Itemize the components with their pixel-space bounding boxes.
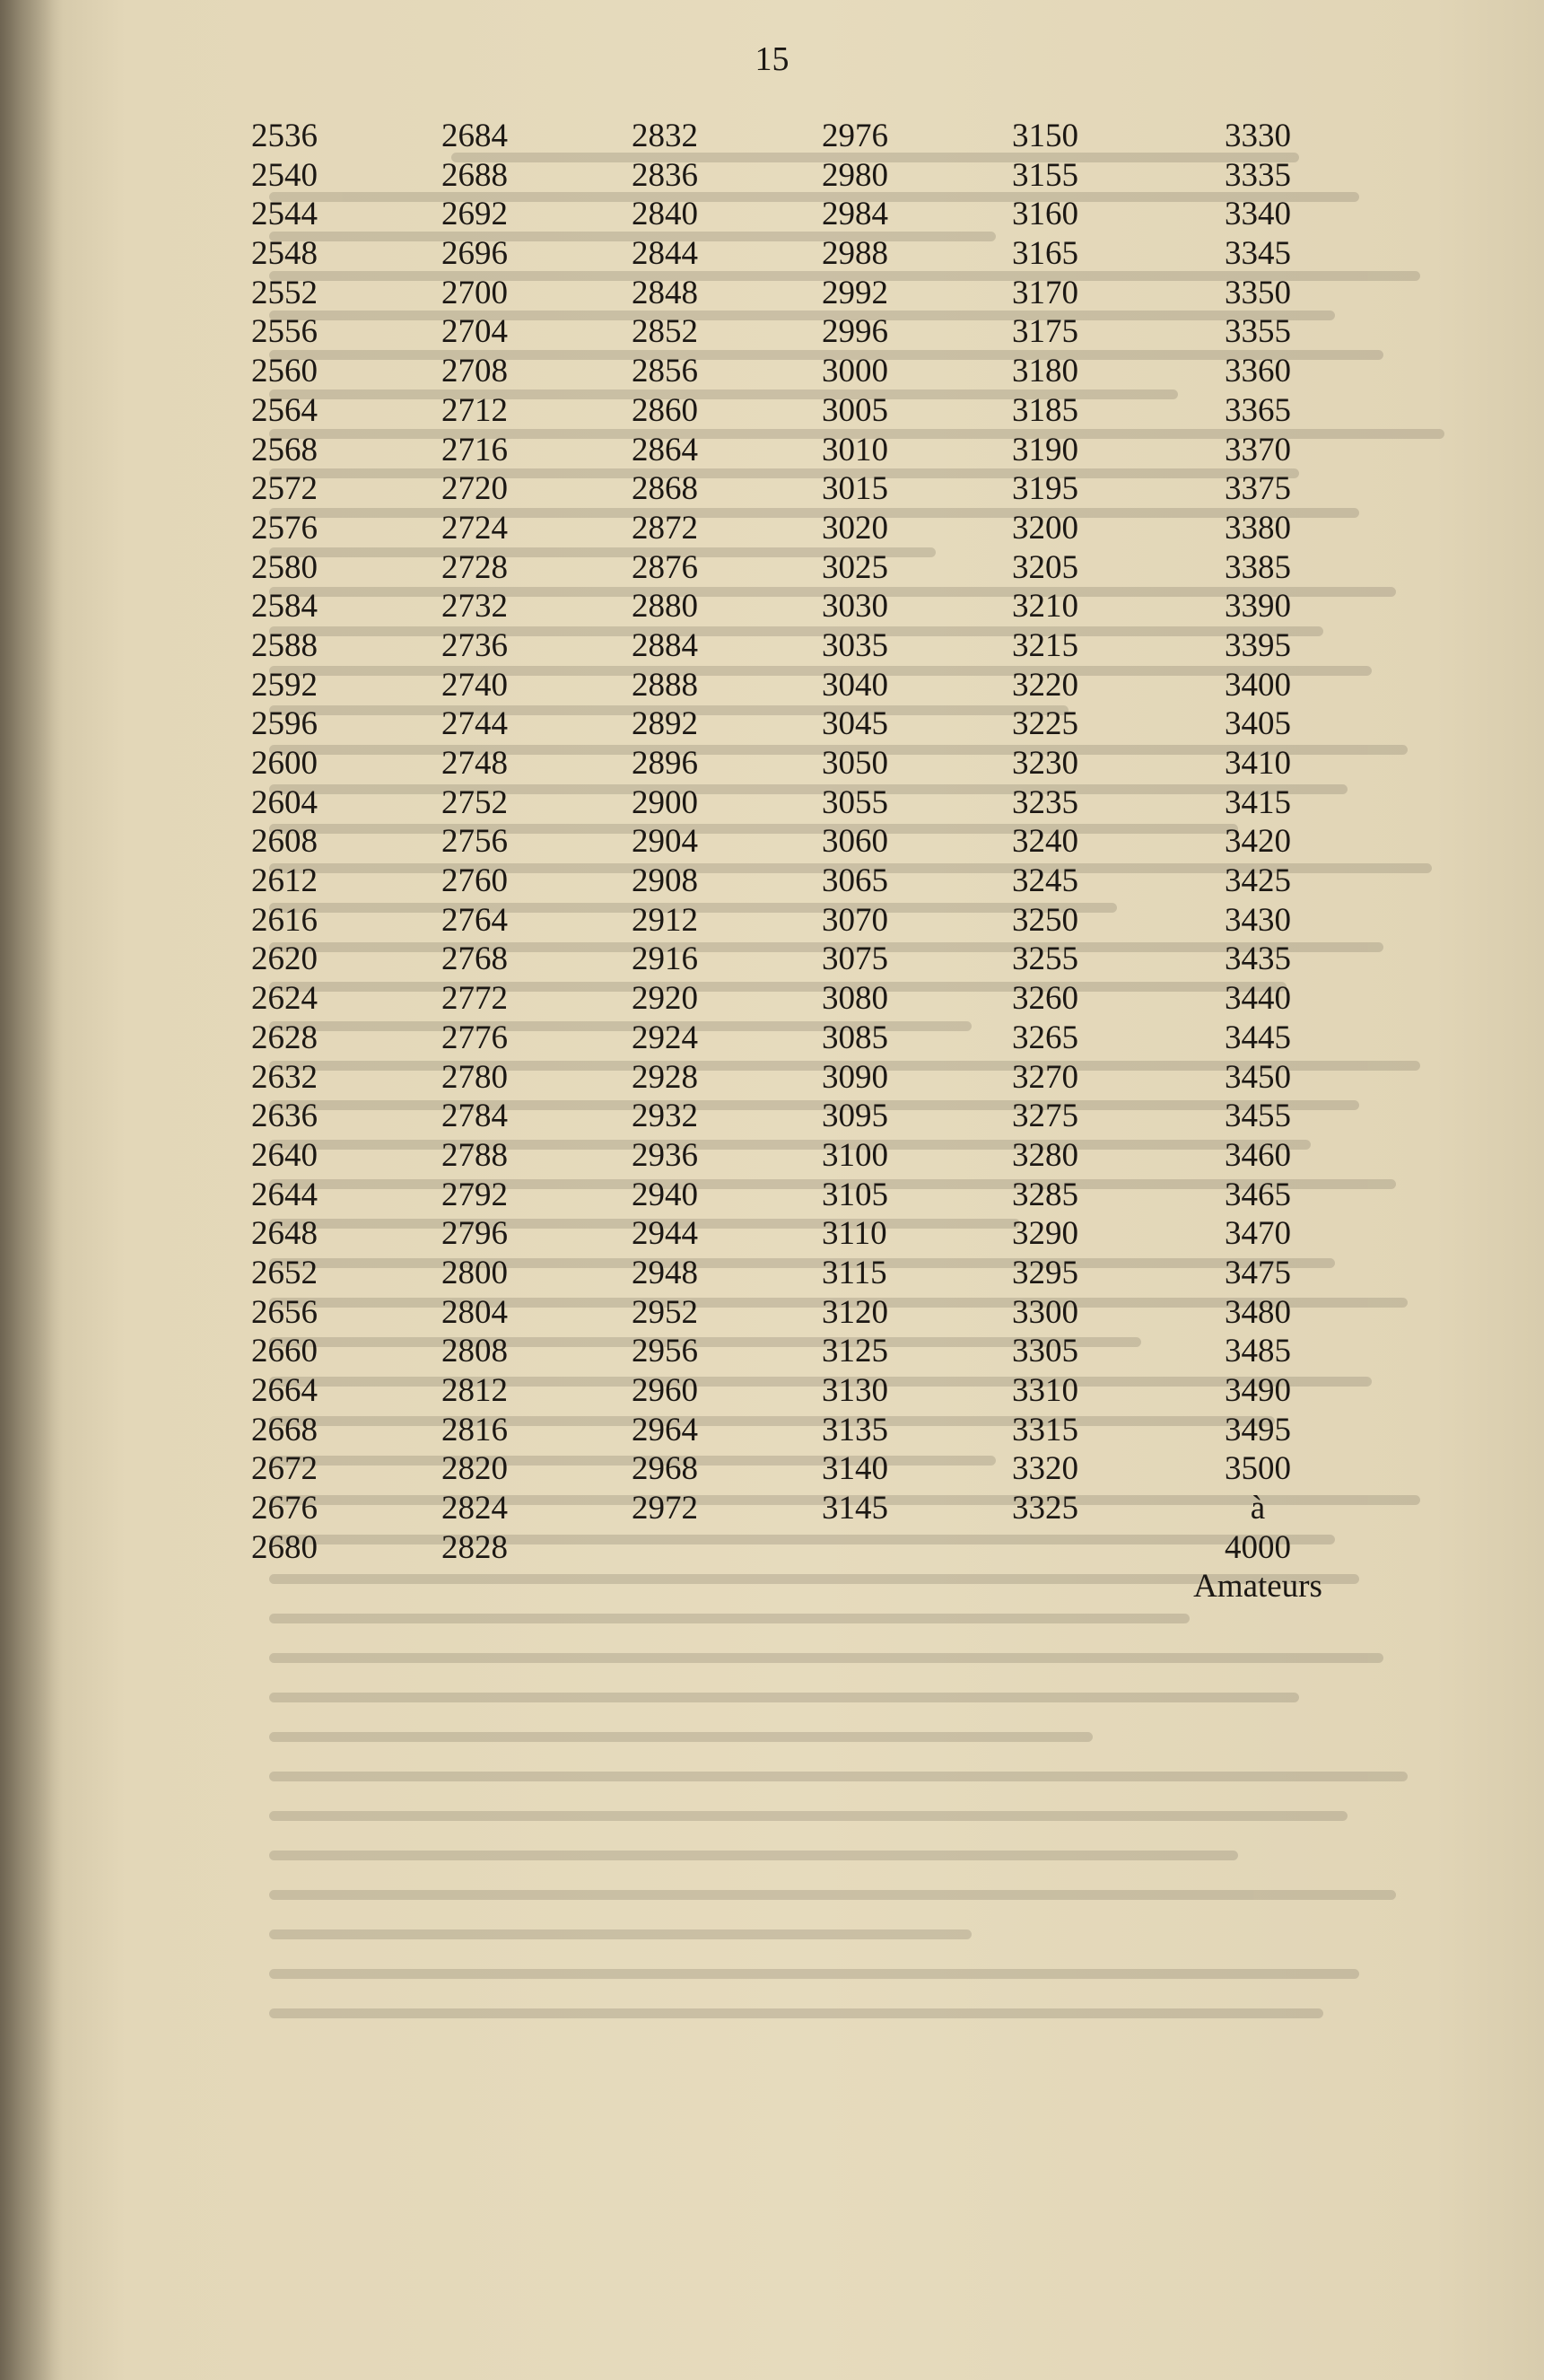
table-cell: 3315: [1012, 1411, 1078, 1448]
table-cell: 3015: [822, 470, 888, 508]
table-cell: 2680: [251, 1528, 318, 1566]
table-cell: 2808: [441, 1333, 508, 1370]
table-cell: 3500: [1225, 1450, 1291, 1488]
table-cell: 3285: [1012, 1176, 1078, 1213]
frequency-table: [251, 117, 1355, 1606]
table-cell: 2996: [822, 313, 888, 351]
table-cell: 2844: [632, 235, 698, 273]
table-cell: 2916: [632, 941, 698, 978]
table-cell: 2948: [632, 1254, 698, 1291]
table-cell: 3225: [1012, 705, 1078, 743]
table-cell: 3105: [822, 1176, 888, 1213]
table-cell: 2804: [441, 1293, 508, 1331]
table-cell: 3075: [822, 941, 888, 978]
column-4: [822, 117, 974, 1528]
table-cell: 3100: [822, 1136, 888, 1174]
table-cell: 3290: [1012, 1215, 1078, 1253]
table-cell: 2972: [632, 1490, 698, 1527]
table-cell: 3430: [1225, 901, 1291, 939]
table-cell: 2612: [251, 862, 318, 900]
table-cell: 2756: [441, 823, 508, 861]
table-cell: 3145: [822, 1490, 888, 1527]
table-cell: 3280: [1012, 1136, 1078, 1174]
table-cell: 2700: [441, 274, 508, 311]
table-cell: 2608: [251, 823, 318, 861]
table-cell: 2828: [441, 1528, 508, 1566]
table-cell: 3055: [822, 783, 888, 821]
table-cell: 3435: [1225, 941, 1291, 978]
column-1: [251, 117, 404, 1567]
table-cell: 3110: [822, 1215, 887, 1253]
table-cell: 3080: [822, 980, 888, 1018]
table-cell: 3325: [1012, 1490, 1078, 1527]
table-cell: 2616: [251, 901, 318, 939]
table-cell: 2688: [441, 156, 508, 194]
table-cell: 3200: [1012, 509, 1078, 547]
table-cell: 3295: [1012, 1254, 1078, 1291]
table-cell: 2692: [441, 196, 508, 233]
table-cell: 2900: [632, 783, 698, 821]
table-cell: 3025: [822, 548, 888, 586]
table-cell: 3070: [822, 901, 888, 939]
table-cell: 3035: [822, 626, 888, 664]
table-cell: 2708: [441, 353, 508, 390]
table-cell: 2736: [441, 626, 508, 664]
table-cell: 2716: [441, 431, 508, 468]
table-cell: 2856: [632, 353, 698, 390]
table-cell: 2636: [251, 1098, 318, 1135]
table-cell: 2744: [441, 705, 508, 743]
table-cell: 3215: [1012, 626, 1078, 664]
table-cell: 3395: [1225, 626, 1291, 664]
table-cell: 2816: [441, 1411, 508, 1448]
column-6: [1159, 117, 1356, 1606]
table-cell: 2820: [441, 1450, 508, 1488]
table-cell: 3415: [1225, 783, 1291, 821]
table-cell: 3135: [822, 1411, 888, 1448]
table-cell: 2952: [632, 1293, 698, 1331]
table-cell: 2544: [251, 196, 318, 233]
table-cell: 3455: [1225, 1098, 1291, 1135]
table-cell: 3375: [1225, 470, 1291, 508]
table-cell: 3255: [1012, 941, 1078, 978]
table-cell: 3480: [1225, 1293, 1291, 1331]
table-cell: 3170: [1012, 274, 1078, 311]
table-cell: 3230: [1012, 745, 1078, 782]
table-cell: 2560: [251, 353, 318, 390]
table-cell: à: [1250, 1490, 1266, 1527]
table-cell: 3050: [822, 745, 888, 782]
table-cell: 3340: [1225, 196, 1291, 233]
table-cell: 2860: [632, 391, 698, 429]
table-cell: 3495: [1225, 1411, 1291, 1448]
table-cell: 2628: [251, 1019, 318, 1056]
table-cell: 3485: [1225, 1333, 1291, 1370]
table-cell: 2776: [441, 1019, 508, 1056]
table-cell: 2596: [251, 705, 318, 743]
table-cell: 3265: [1012, 1019, 1078, 1056]
table-cell: 2964: [632, 1411, 698, 1448]
table-cell: 3085: [822, 1019, 888, 1056]
table-cell: 3305: [1012, 1333, 1078, 1370]
table-cell: 3460: [1225, 1136, 1291, 1174]
table-cell: 2792: [441, 1176, 508, 1213]
table-cell: 3115: [822, 1254, 887, 1291]
table-cell: 2960: [632, 1372, 698, 1409]
table-cell: 3260: [1012, 980, 1078, 1018]
table-cell: 2832: [632, 118, 698, 154]
table-cell: 3470: [1225, 1215, 1291, 1253]
table-cell: 3385: [1225, 548, 1291, 586]
table-cell: 3355: [1225, 313, 1291, 351]
table-cell: 3220: [1012, 666, 1078, 704]
table-cell: 3235: [1012, 783, 1078, 821]
table-cell: 3190: [1012, 431, 1078, 468]
table-cell: 2592: [251, 666, 318, 704]
table-cell: 2884: [632, 626, 698, 664]
table-cell: 3345: [1225, 235, 1291, 273]
table-cell: 2992: [822, 274, 888, 311]
table-cell: 2584: [251, 588, 318, 626]
table-cell: 2920: [632, 980, 698, 1018]
table-cell: 3020: [822, 509, 888, 547]
table-cell: 2876: [632, 548, 698, 586]
table-cell: 3210: [1012, 588, 1078, 626]
table-cell: 2768: [441, 941, 508, 978]
table-cell: 2892: [632, 705, 698, 743]
table-cell: 2568: [251, 431, 318, 468]
table-cell: 2852: [632, 313, 698, 351]
table-cell: 3185: [1012, 391, 1078, 429]
table-cell: 2732: [441, 588, 508, 626]
table-cell: 2824: [441, 1490, 508, 1527]
table-cell: 2864: [632, 431, 698, 468]
table-cell: 2788: [441, 1136, 508, 1174]
table-cell: 2696: [441, 235, 508, 273]
table-cell: 2936: [632, 1136, 698, 1174]
table-cell: 3365: [1225, 391, 1291, 429]
table-cell: 2728: [441, 548, 508, 586]
table-cell: 3380: [1225, 509, 1291, 547]
table-cell: 2740: [441, 666, 508, 704]
table-cell: 2620: [251, 941, 318, 978]
table-cell: 3475: [1225, 1254, 1291, 1291]
table-cell: 2980: [822, 156, 888, 194]
table-cell: 2632: [251, 1058, 318, 1096]
amateurs-label: Amateurs: [1193, 1568, 1322, 1606]
table-cell: 2956: [632, 1333, 698, 1370]
table-cell: 2720: [441, 470, 508, 508]
table-cell: 3060: [822, 823, 888, 861]
table-cell: 2928: [632, 1058, 698, 1096]
table-cell: 3150: [1012, 118, 1078, 154]
table-cell: 3310: [1012, 1372, 1078, 1409]
table-cell: 3330: [1225, 118, 1291, 154]
table-cell: 3045: [822, 705, 888, 743]
table-cell: 2812: [441, 1372, 508, 1409]
table-cell: 3465: [1225, 1176, 1291, 1213]
table-cell: 3030: [822, 588, 888, 626]
table-cell: 3120: [822, 1293, 888, 1331]
table-cell: 2704: [441, 313, 508, 351]
table-cell: 2668: [251, 1411, 318, 1448]
table-cell: 3370: [1225, 431, 1291, 468]
table-cell: 3175: [1012, 313, 1078, 351]
table-cell: 2904: [632, 823, 698, 861]
table-cell: 2652: [251, 1254, 318, 1291]
table-cell: 2764: [441, 901, 508, 939]
table-cell: 3250: [1012, 901, 1078, 939]
table-cell: 2640: [251, 1136, 318, 1174]
table-cell: 3165: [1012, 235, 1078, 273]
table-cell: 3040: [822, 666, 888, 704]
table-cell: 2604: [251, 783, 318, 821]
table-cell: 2712: [441, 391, 508, 429]
table-cell: 2580: [251, 548, 318, 586]
page-number: 15: [755, 40, 789, 78]
table-cell: 2796: [441, 1215, 508, 1253]
table-cell: 3420: [1225, 823, 1291, 861]
table-cell: 2924: [632, 1019, 698, 1056]
table-cell: 3300: [1012, 1293, 1078, 1331]
table-cell: 2888: [632, 666, 698, 704]
table-cell: 2752: [441, 783, 508, 821]
table-cell: 2548: [251, 235, 318, 273]
table-cell: 2660: [251, 1333, 318, 1370]
table-cell: 2908: [632, 862, 698, 900]
table-cell: 2576: [251, 509, 318, 547]
table-cell: 2564: [251, 391, 318, 429]
binding-shadow: [0, 0, 63, 2380]
table-cell: 2536: [251, 118, 318, 154]
table-cell: 3065: [822, 862, 888, 900]
table-cell: 3490: [1225, 1372, 1291, 1409]
table-cell: 2912: [632, 901, 698, 939]
table-cell: 2976: [822, 118, 888, 154]
table-cell: 2656: [251, 1293, 318, 1331]
table-cell: 3390: [1225, 588, 1291, 626]
table-cell: 2932: [632, 1098, 698, 1135]
table-cell: 3360: [1225, 353, 1291, 390]
table-cell: 2880: [632, 588, 698, 626]
table-cell: 2984: [822, 196, 888, 233]
table-cell: 3405: [1225, 705, 1291, 743]
table-cell: 2540: [251, 156, 318, 194]
table-cell: 2552: [251, 274, 318, 311]
table-cell: 3180: [1012, 353, 1078, 390]
table-cell: 3425: [1225, 862, 1291, 900]
table-cell: 3000: [822, 353, 888, 390]
table-cell: 2868: [632, 470, 698, 508]
table-cell: 2648: [251, 1215, 318, 1253]
table-cell: 3410: [1225, 745, 1291, 782]
table-cell: 2772: [441, 980, 508, 1018]
table-cell: 3140: [822, 1450, 888, 1488]
table-cell: 3400: [1225, 666, 1291, 704]
table-cell: 3440: [1225, 980, 1291, 1018]
table-cell: 2556: [251, 313, 318, 351]
table-cell: 3275: [1012, 1098, 1078, 1135]
table-cell: 2780: [441, 1058, 508, 1096]
table-cell: 2988: [822, 235, 888, 273]
table-cell: 3335: [1225, 156, 1291, 194]
table-cell: 2968: [632, 1450, 698, 1488]
table-cell: 3450: [1225, 1058, 1291, 1096]
table-cell: 2684: [441, 118, 508, 154]
column-5: [1012, 117, 1165, 1528]
table-cell: 2784: [441, 1098, 508, 1135]
table-cell: 3240: [1012, 823, 1078, 861]
table-cell: 3445: [1225, 1019, 1291, 1056]
table-cell: 2624: [251, 980, 318, 1018]
table-cell: 3195: [1012, 470, 1078, 508]
table-cell: 4000: [1225, 1528, 1291, 1566]
table-cell: 3270: [1012, 1058, 1078, 1096]
table-cell: 2676: [251, 1490, 318, 1527]
table-cell: 3320: [1012, 1450, 1078, 1488]
table-cell: 3005: [822, 391, 888, 429]
table-cell: 2896: [632, 745, 698, 782]
column-2: [441, 117, 594, 1567]
table-cell: 2572: [251, 470, 318, 508]
table-cell: 3125: [822, 1333, 888, 1370]
table-cell: 2588: [251, 626, 318, 664]
table-cell: 2760: [441, 862, 508, 900]
table-cell: 3010: [822, 431, 888, 468]
table-cell: 2672: [251, 1450, 318, 1488]
table-cell: 2840: [632, 196, 698, 233]
table-cell: 2940: [632, 1176, 698, 1213]
table-cell: 2872: [632, 509, 698, 547]
table-cell: 3155: [1012, 156, 1078, 194]
table-cell: 3130: [822, 1372, 888, 1409]
table-cell: 2800: [441, 1254, 508, 1291]
table-cell: 3350: [1225, 274, 1291, 311]
table-cell: 2724: [441, 509, 508, 547]
table-cell: 2644: [251, 1176, 318, 1213]
column-3: [632, 117, 784, 1528]
table-cell: 2664: [251, 1372, 318, 1409]
table-cell: 3245: [1012, 862, 1078, 900]
table-cell: 2836: [632, 156, 698, 194]
table-cell: 3095: [822, 1098, 888, 1135]
table-cell: 3205: [1012, 548, 1078, 586]
table-cell: 2848: [632, 274, 698, 311]
table-cell: 3090: [822, 1058, 888, 1096]
table-cell: 2600: [251, 745, 318, 782]
table-cell: 2748: [441, 745, 508, 782]
table-cell: 3160: [1012, 196, 1078, 233]
table-cell: 2944: [632, 1215, 698, 1253]
